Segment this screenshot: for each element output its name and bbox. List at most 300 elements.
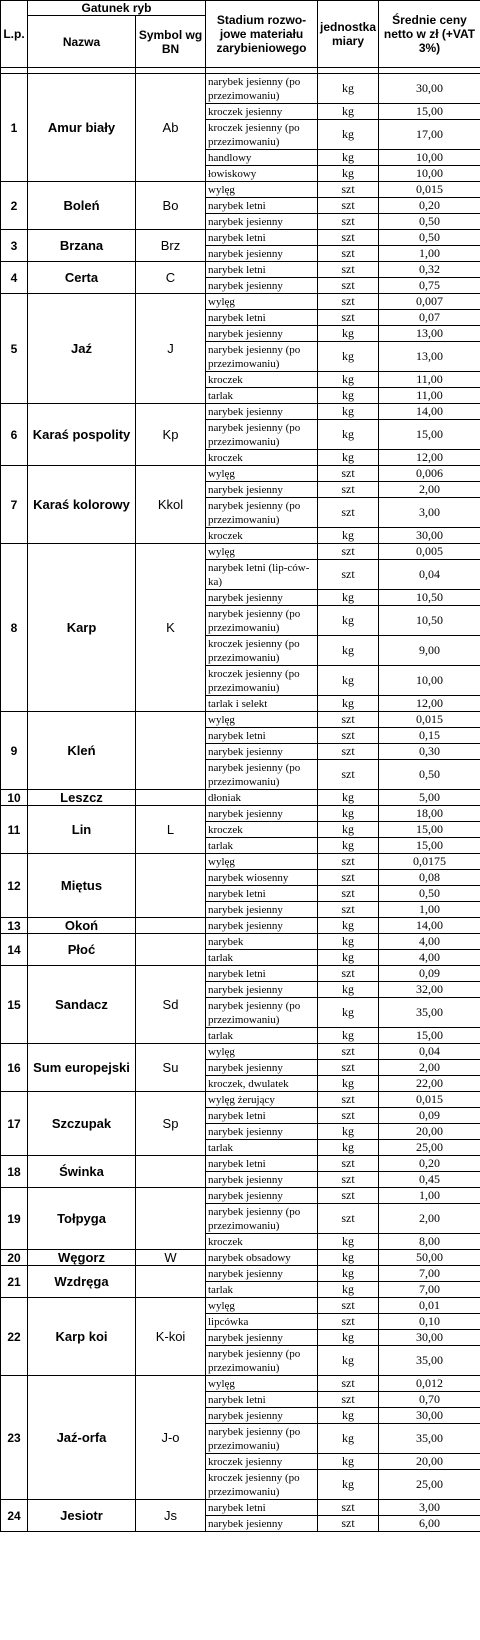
- unit-cell: kg: [318, 166, 379, 182]
- stage-cell: narybek jesienny: [206, 278, 318, 294]
- unit-cell: kg: [318, 1282, 379, 1298]
- price-cell: 15,00: [379, 822, 480, 838]
- stage-cell: wylęg: [206, 1298, 318, 1314]
- species-symbol: Su: [136, 1044, 206, 1092]
- table-row: [1, 934, 480, 950]
- unit-cell: kg: [318, 1076, 379, 1092]
- price-cell: 1,00: [379, 1188, 480, 1204]
- unit-cell: kg: [318, 404, 379, 420]
- stage-cell: narybek jesienny: [206, 744, 318, 760]
- price-cell: 0,45: [379, 1172, 480, 1188]
- species-symbol: Kp: [136, 404, 206, 466]
- species-name: Karp koi: [28, 1298, 136, 1376]
- table-row: [1, 230, 480, 246]
- unit-cell: kg: [318, 104, 379, 120]
- header-lp: L.p.: [1, 1, 28, 68]
- price-cell: 0,20: [379, 1156, 480, 1172]
- price-cell: 0,50: [379, 760, 480, 790]
- price-cell: 20,00: [379, 1124, 480, 1140]
- price-cell: 0,70: [379, 1392, 480, 1408]
- stage-cell: narybek jesienny: [206, 326, 318, 342]
- species-symbol: Js: [136, 1500, 206, 1532]
- price-cell: 30,00: [379, 74, 480, 104]
- stage-cell: narybek jesienny: [206, 982, 318, 998]
- price-cell: 0,015: [379, 1092, 480, 1108]
- price-cell: 3,00: [379, 498, 480, 528]
- species-name: Sum europejski: [28, 1044, 136, 1092]
- unit-cell: szt: [318, 1044, 379, 1060]
- price-cell: 10,00: [379, 150, 480, 166]
- species-lp: 11: [1, 806, 28, 854]
- stage-cell: narybek jesienny: [206, 482, 318, 498]
- table-row: [1, 262, 480, 278]
- stage-cell: narybek letni: [206, 1392, 318, 1408]
- species-symbol: [136, 854, 206, 918]
- stage-cell: kroczek: [206, 528, 318, 544]
- unit-cell: kg: [318, 934, 379, 950]
- stage-cell: dłoniak: [206, 790, 318, 806]
- species-name: Lin: [28, 806, 136, 854]
- species-lp: 10: [1, 790, 28, 806]
- stage-cell: narybek obsadowy: [206, 1250, 318, 1266]
- species-lp: 14: [1, 934, 28, 966]
- stage-cell: kroczek, dwulatek: [206, 1076, 318, 1092]
- price-cell: 8,00: [379, 1234, 480, 1250]
- price-cell: 1,00: [379, 902, 480, 918]
- price-cell: 10,50: [379, 590, 480, 606]
- price-cell: 10,00: [379, 666, 480, 696]
- stage-cell: tarlak: [206, 838, 318, 854]
- price-cell: 17,00: [379, 120, 480, 150]
- unit-cell: szt: [318, 294, 379, 310]
- species-name: Boleń: [28, 182, 136, 230]
- price-cell: 6,00: [379, 1516, 480, 1532]
- table-row: [1, 544, 480, 560]
- price-cell: 0,015: [379, 182, 480, 198]
- species-name: Tołpyga: [28, 1188, 136, 1250]
- stage-cell: narybek: [206, 934, 318, 950]
- unit-cell: szt: [318, 854, 379, 870]
- species-symbol: [136, 1188, 206, 1250]
- species-lp: 5: [1, 294, 28, 404]
- unit-cell: szt: [318, 1516, 379, 1532]
- stage-cell: narybek jesienny: [206, 1172, 318, 1188]
- species-symbol: [136, 790, 206, 806]
- species-lp: 7: [1, 466, 28, 544]
- species-lp: 17: [1, 1092, 28, 1156]
- unit-cell: szt: [318, 870, 379, 886]
- price-cell: 0,32: [379, 262, 480, 278]
- stage-cell: narybek jesienny: [206, 902, 318, 918]
- stage-cell: narybek letni: [206, 1156, 318, 1172]
- species-lp: 6: [1, 404, 28, 466]
- price-cell: 0,012: [379, 1376, 480, 1392]
- unit-cell: szt: [318, 1392, 379, 1408]
- unit-cell: kg: [318, 696, 379, 712]
- species-name: Karaś pospolity: [28, 404, 136, 466]
- unit-cell: kg: [318, 528, 379, 544]
- unit-cell: szt: [318, 544, 379, 560]
- species-lp: 16: [1, 1044, 28, 1092]
- species-name: Jaź-orfa: [28, 1376, 136, 1500]
- unit-cell: szt: [318, 902, 379, 918]
- price-cell: 0,50: [379, 214, 480, 230]
- price-cell: 0,006: [379, 466, 480, 482]
- species-symbol: [136, 1156, 206, 1188]
- stage-cell: narybek jesienny (po przezimowaniu): [206, 606, 318, 636]
- price-cell: 0,50: [379, 230, 480, 246]
- species-name: Szczupak: [28, 1092, 136, 1156]
- price-cell: 30,00: [379, 528, 480, 544]
- price-cell: 0,0175: [379, 854, 480, 870]
- species-name: Sandacz: [28, 966, 136, 1044]
- species-symbol: K-koi: [136, 1298, 206, 1376]
- stage-cell: handlowy: [206, 150, 318, 166]
- unit-cell: kg: [318, 372, 379, 388]
- stage-cell: narybek letni: [206, 230, 318, 246]
- price-cell: 22,00: [379, 1076, 480, 1092]
- stage-cell: lipcówka: [206, 1314, 318, 1330]
- stage-cell: narybek letni: [206, 728, 318, 744]
- stage-cell: kroczek jesienny (po przezimowaniu): [206, 636, 318, 666]
- price-cell: 35,00: [379, 998, 480, 1028]
- table-row: [1, 182, 480, 198]
- table-row: [1, 1376, 480, 1392]
- species-symbol: Ab: [136, 74, 206, 182]
- stage-cell: wylęg: [206, 712, 318, 728]
- price-cell: 0,09: [379, 1108, 480, 1124]
- unit-cell: kg: [318, 342, 379, 372]
- stage-cell: tarlak: [206, 950, 318, 966]
- unit-cell: szt: [318, 1376, 379, 1392]
- unit-cell: szt: [318, 886, 379, 902]
- unit-cell: szt: [318, 278, 379, 294]
- species-lp: 24: [1, 1500, 28, 1532]
- stage-cell: kroczek: [206, 372, 318, 388]
- price-cell: 35,00: [379, 1346, 480, 1376]
- unit-cell: szt: [318, 310, 379, 326]
- species-symbol: J: [136, 294, 206, 404]
- unit-cell: szt: [318, 1156, 379, 1172]
- price-cell: 0,005: [379, 544, 480, 560]
- stage-cell: tarlak: [206, 1282, 318, 1298]
- stage-cell: kroczek: [206, 1234, 318, 1250]
- unit-cell: kg: [318, 822, 379, 838]
- price-cell: 11,00: [379, 372, 480, 388]
- unit-cell: kg: [318, 120, 379, 150]
- table-row: [1, 1156, 480, 1172]
- stage-cell: narybek letni: [206, 1108, 318, 1124]
- price-cell: 14,00: [379, 404, 480, 420]
- stage-cell: narybek jesienny: [206, 918, 318, 934]
- table-row: [1, 1298, 480, 1314]
- table-row: [1, 74, 480, 104]
- price-cell: 12,00: [379, 696, 480, 712]
- species-name: Jesiotr: [28, 1500, 136, 1532]
- stage-cell: kroczek jesienny (po przezimowaniu): [206, 1470, 318, 1500]
- stage-cell: kroczek jesienny: [206, 1454, 318, 1470]
- price-cell: 25,00: [379, 1140, 480, 1156]
- species-name: Karp: [28, 544, 136, 712]
- species-symbol: [136, 934, 206, 966]
- unit-cell: kg: [318, 806, 379, 822]
- price-cell: 5,00: [379, 790, 480, 806]
- species-lp: 12: [1, 854, 28, 918]
- stage-cell: kroczek jesienny: [206, 104, 318, 120]
- unit-cell: szt: [318, 198, 379, 214]
- stage-cell: narybek jesienny: [206, 1330, 318, 1346]
- price-cell: 15,00: [379, 838, 480, 854]
- species-name: Wzdręga: [28, 1266, 136, 1298]
- species-name: Amur biały: [28, 74, 136, 182]
- price-cell: 35,00: [379, 1424, 480, 1454]
- unit-cell: kg: [318, 1124, 379, 1140]
- unit-cell: szt: [318, 246, 379, 262]
- stage-cell: kroczek jesienny (po przezimowaniu): [206, 666, 318, 696]
- species-name: Leszcz: [28, 790, 136, 806]
- stage-cell: wylęg: [206, 1376, 318, 1392]
- stage-cell: narybek jesienny (po przezimowaniu): [206, 420, 318, 450]
- unit-cell: kg: [318, 388, 379, 404]
- stage-cell: narybek jesienny: [206, 1516, 318, 1532]
- species-name: Karaś kolorowy: [28, 466, 136, 544]
- species-lp: 2: [1, 182, 28, 230]
- table-row: [1, 1250, 480, 1266]
- unit-cell: kg: [318, 1454, 379, 1470]
- unit-cell: szt: [318, 1092, 379, 1108]
- unit-cell: szt: [318, 182, 379, 198]
- table-row: [1, 1266, 480, 1282]
- species-lp: 19: [1, 1188, 28, 1250]
- stage-cell: kroczek: [206, 450, 318, 466]
- table-row: [1, 1188, 480, 1204]
- species-lp: 1: [1, 74, 28, 182]
- species-lp: 8: [1, 544, 28, 712]
- header-nazwa: Nazwa: [28, 16, 136, 68]
- species-name: Okoń: [28, 918, 136, 934]
- price-cell: 0,01: [379, 1298, 480, 1314]
- unit-cell: kg: [318, 326, 379, 342]
- species-lp: 21: [1, 1266, 28, 1298]
- price-cell: 25,00: [379, 1470, 480, 1500]
- species-name: Certa: [28, 262, 136, 294]
- price-cell: 0,50: [379, 886, 480, 902]
- price-cell: 0,08: [379, 870, 480, 886]
- species-symbol: K: [136, 544, 206, 712]
- price-cell: 2,00: [379, 1204, 480, 1234]
- price-cell: 30,00: [379, 1408, 480, 1424]
- unit-cell: kg: [318, 918, 379, 934]
- species-symbol: [136, 712, 206, 790]
- price-cell: 7,00: [379, 1282, 480, 1298]
- stage-cell: tarlak: [206, 388, 318, 404]
- table-row: [1, 466, 480, 482]
- stage-cell: narybek letni (lip-cówka): [206, 560, 318, 590]
- unit-cell: szt: [318, 1188, 379, 1204]
- price-cell: 30,00: [379, 1330, 480, 1346]
- table-row: [1, 966, 480, 982]
- stage-cell: narybek jesienny: [206, 1060, 318, 1076]
- price-cell: 2,00: [379, 482, 480, 498]
- stage-cell: narybek jesienny: [206, 1266, 318, 1282]
- price-cell: 0,015: [379, 712, 480, 728]
- table-row: [1, 918, 480, 934]
- unit-cell: kg: [318, 998, 379, 1028]
- table-row: [1, 1044, 480, 1060]
- table-header: [1, 1, 480, 74]
- unit-cell: kg: [318, 982, 379, 998]
- price-cell: 10,50: [379, 606, 480, 636]
- species-name: Płoć: [28, 934, 136, 966]
- species-symbol: Sp: [136, 1092, 206, 1156]
- stage-cell: narybek jesienny (po przezimowaniu): [206, 760, 318, 790]
- unit-cell: kg: [318, 74, 379, 104]
- price-cell: 7,00: [379, 1266, 480, 1282]
- species-name: Miętus: [28, 854, 136, 918]
- unit-cell: kg: [318, 838, 379, 854]
- unit-cell: szt: [318, 728, 379, 744]
- unit-cell: szt: [318, 1500, 379, 1516]
- unit-cell: szt: [318, 230, 379, 246]
- unit-cell: kg: [318, 1250, 379, 1266]
- stage-cell: narybek jesienny (po przezimowaniu): [206, 342, 318, 372]
- unit-cell: szt: [318, 262, 379, 278]
- species-symbol: [136, 918, 206, 934]
- unit-cell: kg: [318, 790, 379, 806]
- species-name: Kleń: [28, 712, 136, 790]
- header-gatunek: Gatunek ryb: [28, 1, 206, 16]
- stage-cell: narybek jesienny: [206, 1408, 318, 1424]
- stage-cell: narybek wiosenny: [206, 870, 318, 886]
- stage-cell: wylęg: [206, 544, 318, 560]
- species-symbol: Kkol: [136, 466, 206, 544]
- price-cell: 15,00: [379, 104, 480, 120]
- stage-cell: narybek letni: [206, 1500, 318, 1516]
- price-cell: 0,007: [379, 294, 480, 310]
- price-cell: 0,04: [379, 1044, 480, 1060]
- table-row: [1, 1500, 480, 1516]
- unit-cell: szt: [318, 1172, 379, 1188]
- species-name: Węgorz: [28, 1250, 136, 1266]
- unit-cell: kg: [318, 636, 379, 666]
- species-symbol: Brz: [136, 230, 206, 262]
- stage-cell: narybek jesienny: [206, 806, 318, 822]
- table-row: [1, 790, 480, 806]
- unit-cell: kg: [318, 1408, 379, 1424]
- unit-cell: szt: [318, 1298, 379, 1314]
- header-stadium: Stadium rozwo-jowe materiału zarybieniowego: [206, 1, 318, 68]
- price-cell: 13,00: [379, 326, 480, 342]
- unit-cell: szt: [318, 466, 379, 482]
- table-row: [1, 806, 480, 822]
- price-cell: 0,15: [379, 728, 480, 744]
- unit-cell: kg: [318, 666, 379, 696]
- stage-cell: kroczek: [206, 822, 318, 838]
- unit-cell: szt: [318, 744, 379, 760]
- unit-cell: kg: [318, 420, 379, 450]
- price-cell: 32,00: [379, 982, 480, 998]
- stage-cell: narybek jesienny: [206, 214, 318, 230]
- unit-cell: kg: [318, 1266, 379, 1282]
- table-body: [1, 74, 480, 1532]
- stage-cell: narybek jesienny (po przezimowaniu): [206, 498, 318, 528]
- species-lp: 4: [1, 262, 28, 294]
- unit-cell: szt: [318, 482, 379, 498]
- price-cell: 4,00: [379, 934, 480, 950]
- unit-cell: szt: [318, 1314, 379, 1330]
- unit-cell: kg: [318, 1140, 379, 1156]
- unit-cell: szt: [318, 1060, 379, 1076]
- stage-cell: tarlak: [206, 1028, 318, 1044]
- table-row: [1, 404, 480, 420]
- unit-cell: kg: [318, 1470, 379, 1500]
- species-lp: 22: [1, 1298, 28, 1376]
- species-symbol: Bo: [136, 182, 206, 230]
- price-cell: 50,00: [379, 1250, 480, 1266]
- stage-cell: narybek jesienny: [206, 590, 318, 606]
- price-cell: 10,00: [379, 166, 480, 182]
- stage-cell: wylęg: [206, 466, 318, 482]
- species-lp: 9: [1, 712, 28, 790]
- stage-cell: wylęg: [206, 294, 318, 310]
- stage-cell: narybek jesienny (po przezimowaniu): [206, 1346, 318, 1376]
- species-name: Jaź: [28, 294, 136, 404]
- stage-cell: narybek jesienny: [206, 1124, 318, 1140]
- stage-cell: kroczek jesienny (po przezimowaniu): [206, 120, 318, 150]
- stage-cell: wylęg: [206, 1044, 318, 1060]
- price-cell: 9,00: [379, 636, 480, 666]
- price-cell: 2,00: [379, 1060, 480, 1076]
- table-row: [1, 854, 480, 870]
- price-cell: 0,30: [379, 744, 480, 760]
- price-cell: 0,09: [379, 966, 480, 982]
- species-symbol: W: [136, 1250, 206, 1266]
- header-ceny: Średnie ceny netto w zł (+VAT 3%): [379, 1, 480, 68]
- price-cell: 1,00: [379, 246, 480, 262]
- header-jednostka: jednostka miary: [318, 1, 379, 68]
- price-cell: 4,00: [379, 950, 480, 966]
- stage-cell: narybek jesienny: [206, 1188, 318, 1204]
- species-name: Brzana: [28, 230, 136, 262]
- stage-cell: narybek jesienny (po przezimowaniu): [206, 1204, 318, 1234]
- table-row: [1, 712, 480, 728]
- unit-cell: kg: [318, 1330, 379, 1346]
- stage-cell: tarlak: [206, 1140, 318, 1156]
- stage-cell: narybek letni: [206, 198, 318, 214]
- unit-cell: kg: [318, 1424, 379, 1454]
- unit-cell: szt: [318, 214, 379, 230]
- stage-cell: wylęg: [206, 182, 318, 198]
- table-row: [1, 1092, 480, 1108]
- stage-cell: narybek jesienny (po przezimowaniu): [206, 1424, 318, 1454]
- stage-cell: tarlak i selekt: [206, 696, 318, 712]
- unit-cell: kg: [318, 1346, 379, 1376]
- stage-cell: narybek jesienny (po przezimowaniu): [206, 998, 318, 1028]
- price-cell: 12,00: [379, 450, 480, 466]
- unit-cell: szt: [318, 1204, 379, 1234]
- species-lp: 18: [1, 1156, 28, 1188]
- species-lp: 23: [1, 1376, 28, 1500]
- species-name: Świnka: [28, 1156, 136, 1188]
- species-lp: 3: [1, 230, 28, 262]
- stage-cell: wylęg żerujący: [206, 1092, 318, 1108]
- stage-cell: narybek jesienny (po przezimowaniu): [206, 74, 318, 104]
- stage-cell: narybek jesienny: [206, 246, 318, 262]
- unit-cell: szt: [318, 966, 379, 982]
- unit-cell: kg: [318, 1234, 379, 1250]
- stage-cell: narybek letni: [206, 262, 318, 278]
- stage-cell: łowiskowy: [206, 166, 318, 182]
